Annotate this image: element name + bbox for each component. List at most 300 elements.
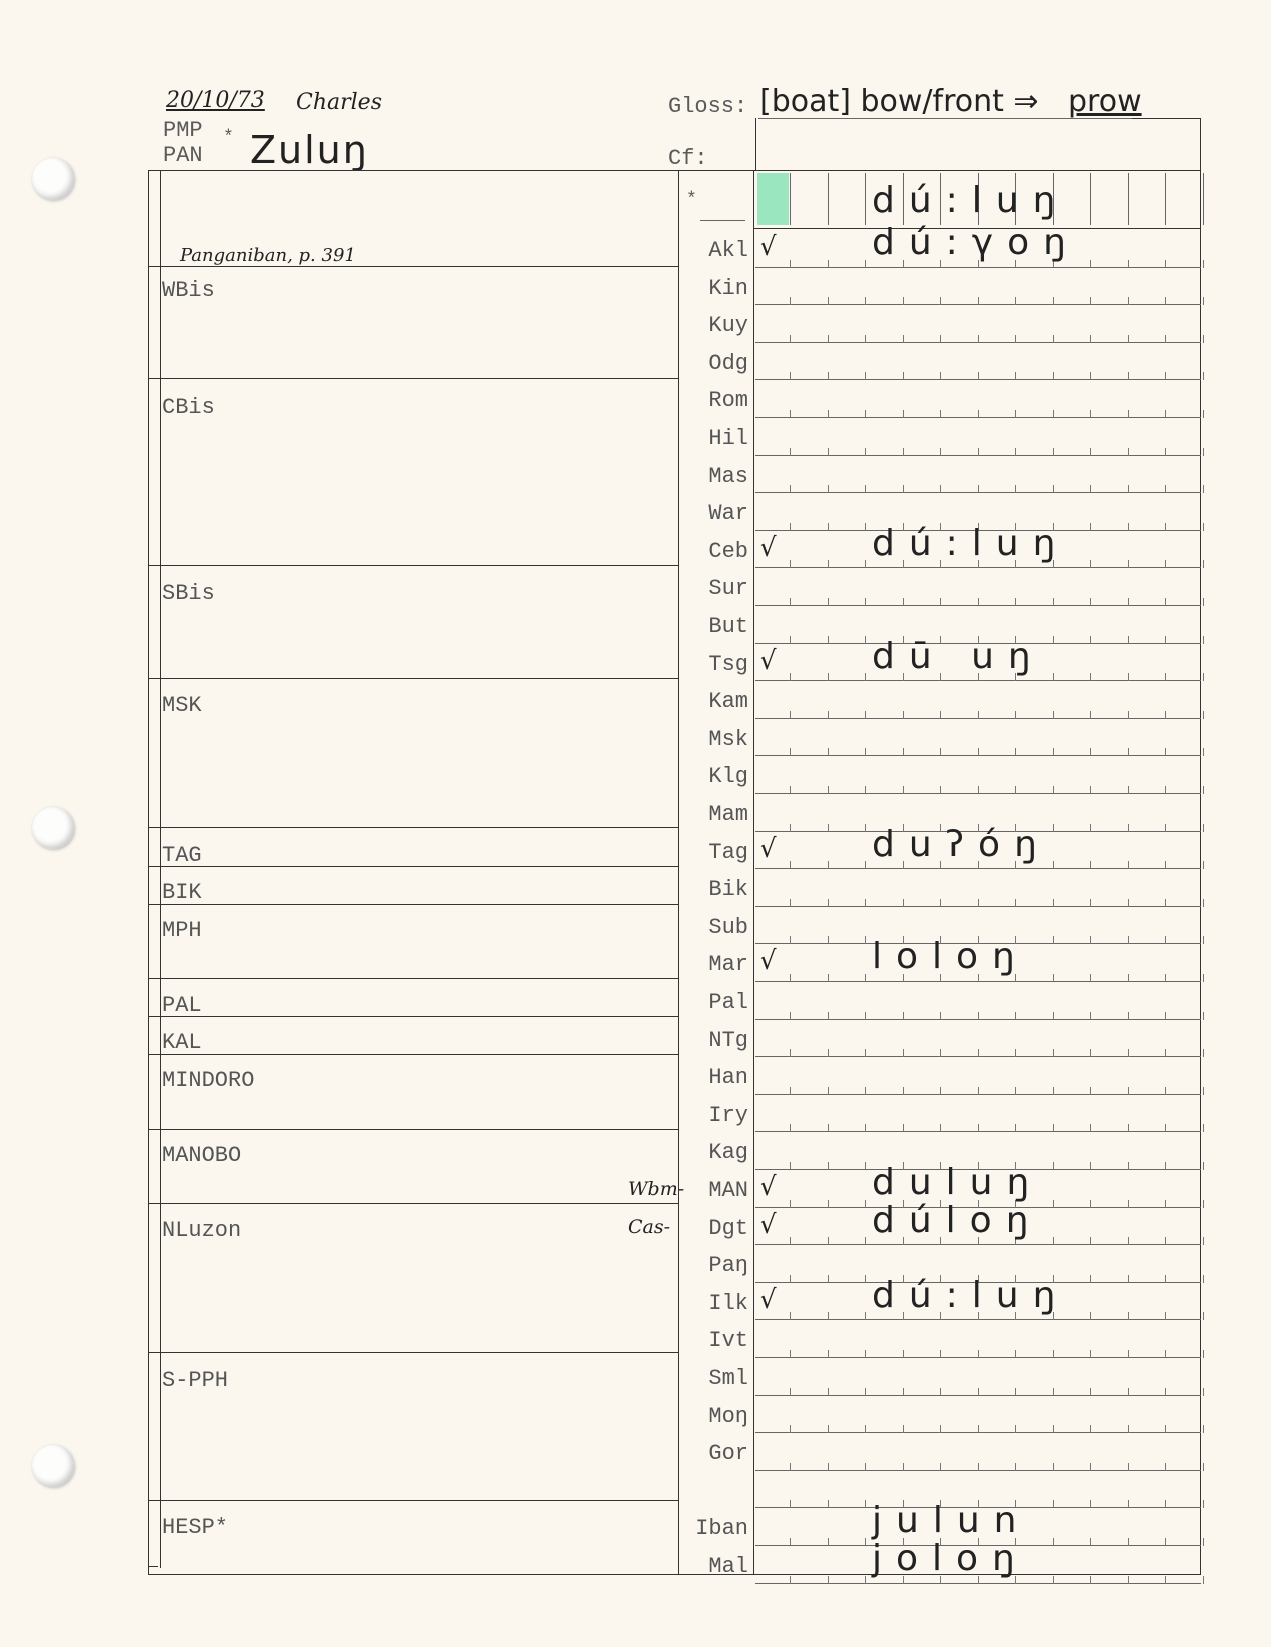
row-tick bbox=[903, 711, 904, 719]
proto-cell-divider bbox=[1128, 173, 1129, 225]
cognate-form: dú:luŋ bbox=[872, 522, 1070, 564]
row-tick bbox=[865, 824, 866, 832]
row-tick bbox=[1090, 1463, 1091, 1471]
row-tick bbox=[978, 1388, 979, 1396]
row-tick bbox=[940, 1012, 941, 1020]
row-tick bbox=[903, 372, 904, 380]
row-tick bbox=[1128, 1425, 1129, 1433]
check-mark: √ bbox=[760, 1172, 777, 1202]
group-divider bbox=[148, 1129, 678, 1130]
row-tick bbox=[1015, 410, 1016, 418]
row-tick bbox=[1128, 560, 1129, 568]
row-tick bbox=[865, 1312, 866, 1320]
row-tick bbox=[1015, 598, 1016, 606]
row-tick bbox=[903, 1012, 904, 1020]
row-tick bbox=[1015, 711, 1016, 719]
row-tick bbox=[828, 1388, 829, 1396]
row-tick bbox=[790, 1012, 791, 1020]
row-tick bbox=[940, 1124, 941, 1132]
row-tick bbox=[1090, 1237, 1091, 1245]
language-code: Odg bbox=[708, 350, 748, 376]
row-tick bbox=[828, 1162, 829, 1170]
language-code: Hil bbox=[708, 426, 748, 451]
row-tick bbox=[1165, 974, 1166, 982]
language-code: Kuy bbox=[708, 313, 748, 339]
group-label: MANOBO bbox=[162, 1143, 242, 1168]
row-tick bbox=[1128, 1237, 1129, 1245]
row-tick bbox=[828, 1124, 829, 1132]
row-tick bbox=[1090, 636, 1091, 644]
row-tick bbox=[1090, 899, 1091, 907]
proto-star: * bbox=[686, 190, 697, 210]
row-tick bbox=[903, 1049, 904, 1057]
cognate-form: dū uŋ bbox=[872, 635, 1045, 677]
row-tick bbox=[1015, 1124, 1016, 1132]
row-tick bbox=[1203, 786, 1204, 794]
row-tick bbox=[865, 1200, 866, 1208]
row-tick bbox=[790, 372, 791, 380]
row-tick bbox=[828, 974, 829, 982]
row-tick bbox=[790, 1576, 791, 1584]
cf-box-left bbox=[755, 118, 756, 170]
row-tick bbox=[1053, 1350, 1054, 1358]
row-tick bbox=[1015, 748, 1016, 756]
group-divider bbox=[148, 678, 678, 679]
row-tick bbox=[1090, 372, 1091, 380]
row-tick bbox=[828, 1237, 829, 1245]
row-tick bbox=[1015, 1388, 1016, 1396]
row-tick bbox=[1165, 1049, 1166, 1057]
row-tick bbox=[828, 824, 829, 832]
row-tick bbox=[1165, 1350, 1166, 1358]
row-tick bbox=[865, 1275, 866, 1283]
cognate-form: duluŋ bbox=[872, 1162, 1044, 1203]
row-tick bbox=[828, 711, 829, 719]
star: * bbox=[223, 128, 234, 148]
source-annotation: Wbm- bbox=[628, 1178, 685, 1200]
row-tick bbox=[903, 1425, 904, 1433]
row-tick bbox=[1090, 598, 1091, 606]
row-tick bbox=[978, 297, 979, 305]
row-tick bbox=[1203, 1275, 1204, 1283]
cognate-form: duʔóŋ bbox=[872, 823, 1051, 865]
punch-hole bbox=[32, 158, 74, 200]
cf-box-right bbox=[1200, 118, 1201, 170]
row-tick bbox=[1165, 673, 1166, 681]
row-tick bbox=[1128, 1350, 1129, 1358]
cognate-form: loloŋ bbox=[872, 936, 1029, 978]
row-tick bbox=[1053, 899, 1054, 907]
cognate-form: julun bbox=[872, 1500, 1031, 1542]
language-code: Mam bbox=[708, 802, 748, 827]
column-divider-right bbox=[753, 170, 754, 1575]
row-tick bbox=[1203, 372, 1204, 380]
row-tick bbox=[978, 1049, 979, 1057]
proto-form: dú:luŋ bbox=[872, 180, 1070, 221]
row-tick bbox=[1015, 448, 1016, 456]
source-note: Panganiban, p. 391 bbox=[180, 245, 356, 266]
row-tick bbox=[828, 1463, 829, 1471]
group-divider bbox=[148, 565, 678, 566]
row-tick bbox=[865, 748, 866, 756]
row-tick bbox=[828, 636, 829, 644]
row-tick bbox=[790, 899, 791, 907]
row-tick bbox=[978, 335, 979, 343]
row-tick bbox=[1203, 1388, 1204, 1396]
row-tick bbox=[1203, 260, 1204, 268]
row-tick bbox=[1128, 1012, 1129, 1020]
row-tick bbox=[828, 899, 829, 907]
language-code: Dgt bbox=[708, 1215, 748, 1241]
row-tick bbox=[865, 1425, 866, 1433]
group-divider bbox=[148, 1016, 678, 1017]
group-divider bbox=[148, 978, 678, 979]
row-tick bbox=[865, 1087, 866, 1095]
row-tick bbox=[865, 335, 866, 343]
row-tick bbox=[940, 1425, 941, 1433]
language-code: Iban bbox=[695, 1516, 748, 1542]
row-tick bbox=[1053, 786, 1054, 794]
row-tick bbox=[940, 1463, 941, 1471]
row-tick bbox=[1090, 1200, 1091, 1208]
language-code: War bbox=[708, 501, 748, 527]
row-tick bbox=[1128, 260, 1129, 268]
language-code: Ilk bbox=[708, 1290, 748, 1316]
row-tick bbox=[1090, 861, 1091, 869]
row-tick bbox=[865, 523, 866, 531]
row-tick bbox=[903, 748, 904, 756]
row-tick bbox=[828, 523, 829, 531]
row-tick bbox=[1128, 1087, 1129, 1095]
row-tick bbox=[1053, 1012, 1054, 1020]
row-tick bbox=[1128, 974, 1129, 982]
row-tick bbox=[1053, 974, 1054, 982]
row-tick bbox=[978, 372, 979, 380]
row-tick bbox=[978, 711, 979, 719]
cf-box-top bbox=[1132, 118, 1200, 119]
cognate-form: joloŋ bbox=[872, 1538, 1029, 1579]
row-tick bbox=[978, 1012, 979, 1020]
cognate-form: dú:γoŋ bbox=[872, 222, 1080, 263]
language-code: NTg bbox=[708, 1027, 748, 1053]
row-tick bbox=[790, 485, 791, 493]
row-tick bbox=[1203, 448, 1204, 456]
row-tick bbox=[1165, 1087, 1166, 1095]
frame-inner-bottom bbox=[148, 1566, 158, 1567]
row-tick bbox=[865, 297, 866, 305]
language-code: Mal bbox=[708, 1554, 748, 1579]
row-tick bbox=[828, 1350, 829, 1358]
row-tick bbox=[940, 1388, 941, 1396]
group-divider bbox=[148, 1203, 678, 1204]
row-tick bbox=[865, 899, 866, 907]
row-tick bbox=[1165, 1275, 1166, 1283]
row-tick bbox=[1128, 786, 1129, 794]
row-tick bbox=[1053, 861, 1054, 869]
row-tick bbox=[1053, 1538, 1054, 1546]
row-tick bbox=[865, 372, 866, 380]
check-mark: √ bbox=[760, 1284, 777, 1315]
row-tick bbox=[1203, 636, 1204, 644]
row-tick bbox=[903, 485, 904, 493]
gloss-label: Gloss: bbox=[668, 94, 748, 119]
row-tick bbox=[865, 1500, 866, 1508]
row-tick bbox=[1090, 786, 1091, 794]
row-tick bbox=[1165, 1162, 1166, 1170]
row-tick bbox=[828, 1538, 829, 1546]
row-tick bbox=[790, 1500, 791, 1508]
row-tick bbox=[1165, 861, 1166, 869]
row-tick bbox=[1090, 1500, 1091, 1508]
row-tick bbox=[1128, 1388, 1129, 1396]
row-tick bbox=[790, 1275, 791, 1283]
row-tick bbox=[1053, 1200, 1054, 1208]
row-tick bbox=[978, 786, 979, 794]
row-tick bbox=[1203, 748, 1204, 756]
row-tick bbox=[1015, 335, 1016, 343]
row-tick bbox=[1053, 824, 1054, 832]
row-tick bbox=[1015, 372, 1016, 380]
row-tick bbox=[828, 560, 829, 568]
language-code: Msk bbox=[708, 726, 748, 752]
row-tick bbox=[1053, 748, 1054, 756]
row-tick bbox=[1090, 260, 1091, 268]
row-tick bbox=[1203, 1162, 1204, 1170]
row-tick bbox=[903, 1463, 904, 1471]
row-tick bbox=[1128, 598, 1129, 606]
row-tick bbox=[978, 598, 979, 606]
row-tick bbox=[790, 1087, 791, 1095]
row-tick bbox=[1053, 1124, 1054, 1132]
row-tick bbox=[1128, 297, 1129, 305]
row-tick bbox=[1165, 523, 1166, 531]
row-tick bbox=[1165, 636, 1166, 644]
row-tick bbox=[1128, 1275, 1129, 1283]
row-tick bbox=[1165, 297, 1166, 305]
row-tick bbox=[940, 448, 941, 456]
row-tick bbox=[1015, 297, 1016, 305]
row-tick bbox=[1165, 1124, 1166, 1132]
row-tick bbox=[790, 448, 791, 456]
row-tick bbox=[1128, 711, 1129, 719]
row-tick bbox=[828, 673, 829, 681]
row-tick bbox=[790, 335, 791, 343]
row-tick bbox=[865, 1538, 866, 1546]
row-tick bbox=[903, 448, 904, 456]
group-label: TAG bbox=[162, 843, 202, 868]
row-tick bbox=[1203, 598, 1204, 606]
group-label: MINDORO bbox=[162, 1068, 255, 1093]
row-tick bbox=[1128, 936, 1129, 944]
source-annotation: Cas- bbox=[628, 1215, 671, 1238]
row-tick bbox=[828, 861, 829, 869]
row-tick bbox=[1053, 1576, 1054, 1584]
row-tick bbox=[790, 1538, 791, 1546]
row-tick bbox=[1090, 1275, 1091, 1283]
row-tick bbox=[1090, 936, 1091, 944]
group-label: HESP* bbox=[162, 1515, 229, 1540]
row-tick bbox=[1053, 1388, 1054, 1396]
row-tick bbox=[1053, 636, 1054, 644]
group-label: NLuzon bbox=[162, 1218, 242, 1243]
row-tick bbox=[865, 974, 866, 982]
row-tick bbox=[828, 1425, 829, 1433]
row-tick bbox=[790, 1350, 791, 1358]
row-tick bbox=[790, 1388, 791, 1396]
gloss-value: [boat] bow/front ⇒ bbox=[760, 84, 1039, 119]
row-tick bbox=[790, 598, 791, 606]
row-tick bbox=[865, 410, 866, 418]
frame-inner-left bbox=[160, 170, 161, 1568]
row-tick bbox=[865, 1124, 866, 1132]
row-tick bbox=[790, 1200, 791, 1208]
language-code: Gor bbox=[708, 1441, 748, 1467]
row-tick bbox=[903, 786, 904, 794]
row-tick bbox=[1203, 1500, 1204, 1508]
row-tick bbox=[1165, 372, 1166, 380]
group-label: BIK bbox=[162, 880, 202, 905]
row-tick bbox=[865, 936, 866, 944]
row-tick bbox=[1128, 335, 1129, 343]
row-tick bbox=[1090, 748, 1091, 756]
row-tick bbox=[940, 410, 941, 418]
row-tick bbox=[865, 485, 866, 493]
row-tick bbox=[865, 786, 866, 794]
row-tick bbox=[903, 1350, 904, 1358]
row-tick bbox=[903, 1124, 904, 1132]
group-label: KAL bbox=[162, 1030, 202, 1055]
row-tick bbox=[865, 1576, 866, 1584]
row-tick bbox=[1053, 410, 1054, 418]
row-tick bbox=[940, 485, 941, 493]
form-frame bbox=[148, 170, 1201, 1575]
row-tick bbox=[940, 372, 941, 380]
row-tick bbox=[1165, 598, 1166, 606]
row-tick bbox=[1165, 1576, 1166, 1584]
row-tick bbox=[790, 1124, 791, 1132]
row-tick bbox=[1128, 1162, 1129, 1170]
check-mark: √ bbox=[760, 532, 777, 563]
row-tick bbox=[1165, 1425, 1166, 1433]
row-tick bbox=[790, 711, 791, 719]
row-tick bbox=[1090, 1049, 1091, 1057]
language-code: Sub bbox=[708, 914, 748, 940]
check-mark: √ bbox=[760, 833, 777, 864]
row-tick bbox=[1015, 485, 1016, 493]
row-tick bbox=[1053, 1425, 1054, 1433]
row-tick bbox=[865, 1049, 866, 1057]
row-tick bbox=[790, 636, 791, 644]
row-tick bbox=[1165, 786, 1166, 794]
pan-label: PAN bbox=[163, 143, 203, 168]
row-tick bbox=[1090, 1087, 1091, 1095]
row-tick bbox=[1015, 1425, 1016, 1433]
row-tick bbox=[828, 748, 829, 756]
row-tick bbox=[1090, 485, 1091, 493]
row-tick bbox=[1015, 1350, 1016, 1358]
row-tick bbox=[1090, 673, 1091, 681]
row-tick bbox=[828, 1049, 829, 1057]
group-label: MPH bbox=[162, 918, 202, 943]
cf-label: Cf: bbox=[668, 146, 708, 171]
row-tick bbox=[790, 410, 791, 418]
row-tick bbox=[1128, 448, 1129, 456]
row-tick bbox=[865, 598, 866, 606]
row-tick bbox=[828, 936, 829, 944]
row-tick bbox=[1165, 335, 1166, 343]
row-tick bbox=[1015, 899, 1016, 907]
row-tick bbox=[940, 711, 941, 719]
row-tick bbox=[1203, 410, 1204, 418]
row-tick bbox=[828, 1087, 829, 1095]
row-tick bbox=[828, 260, 829, 268]
group-label: CBis bbox=[162, 395, 215, 420]
language-code: Moŋ bbox=[708, 1403, 748, 1429]
row-tick bbox=[828, 297, 829, 305]
language-code: Pal bbox=[708, 990, 748, 1015]
punch-hole bbox=[32, 1445, 74, 1487]
row-tick bbox=[1090, 974, 1091, 982]
row-tick bbox=[1165, 448, 1166, 456]
row-tick bbox=[1090, 560, 1091, 568]
row-tick bbox=[1128, 1049, 1129, 1057]
row-tick bbox=[828, 1576, 829, 1584]
row-tick bbox=[1053, 936, 1054, 944]
check-mark: √ bbox=[760, 946, 777, 977]
row-tick bbox=[865, 560, 866, 568]
row-tick bbox=[978, 1350, 979, 1358]
row-tick bbox=[1090, 297, 1091, 305]
row-tick bbox=[940, 1049, 941, 1057]
row-tick bbox=[1128, 372, 1129, 380]
row-tick bbox=[1128, 1538, 1129, 1546]
language-code: Tag bbox=[708, 839, 748, 865]
row-tick bbox=[1053, 598, 1054, 606]
row-tick bbox=[1015, 1012, 1016, 1020]
row-tick bbox=[1165, 1237, 1166, 1245]
row-tick bbox=[1203, 861, 1204, 869]
row-tick bbox=[940, 598, 941, 606]
row-tick bbox=[1128, 748, 1129, 756]
row-tick bbox=[1128, 1500, 1129, 1508]
row-tick bbox=[865, 1012, 866, 1020]
row-tick bbox=[978, 448, 979, 456]
row-tick bbox=[828, 410, 829, 418]
group-divider bbox=[148, 904, 678, 905]
proto-cell-divider bbox=[1165, 173, 1166, 225]
row-tick bbox=[978, 899, 979, 907]
row-tick bbox=[1165, 1200, 1166, 1208]
row-tick bbox=[940, 297, 941, 305]
row-tick bbox=[940, 899, 941, 907]
row-tick bbox=[1203, 1576, 1204, 1584]
language-code: Han bbox=[708, 1065, 748, 1091]
row-tick bbox=[903, 335, 904, 343]
row-tick bbox=[790, 260, 791, 268]
row-tick bbox=[1053, 485, 1054, 493]
row-tick bbox=[978, 1124, 979, 1132]
row-tick bbox=[1203, 1012, 1204, 1020]
language-code: Ivt bbox=[708, 1328, 748, 1354]
group-divider bbox=[148, 378, 678, 379]
row-tick bbox=[865, 260, 866, 268]
punch-hole bbox=[32, 807, 74, 849]
language-code: Bik bbox=[708, 877, 748, 903]
row-tick bbox=[1165, 1538, 1166, 1546]
row-tick bbox=[790, 748, 791, 756]
cognate-form: dú:luŋ bbox=[872, 1274, 1070, 1316]
row-tick bbox=[1053, 1087, 1054, 1095]
